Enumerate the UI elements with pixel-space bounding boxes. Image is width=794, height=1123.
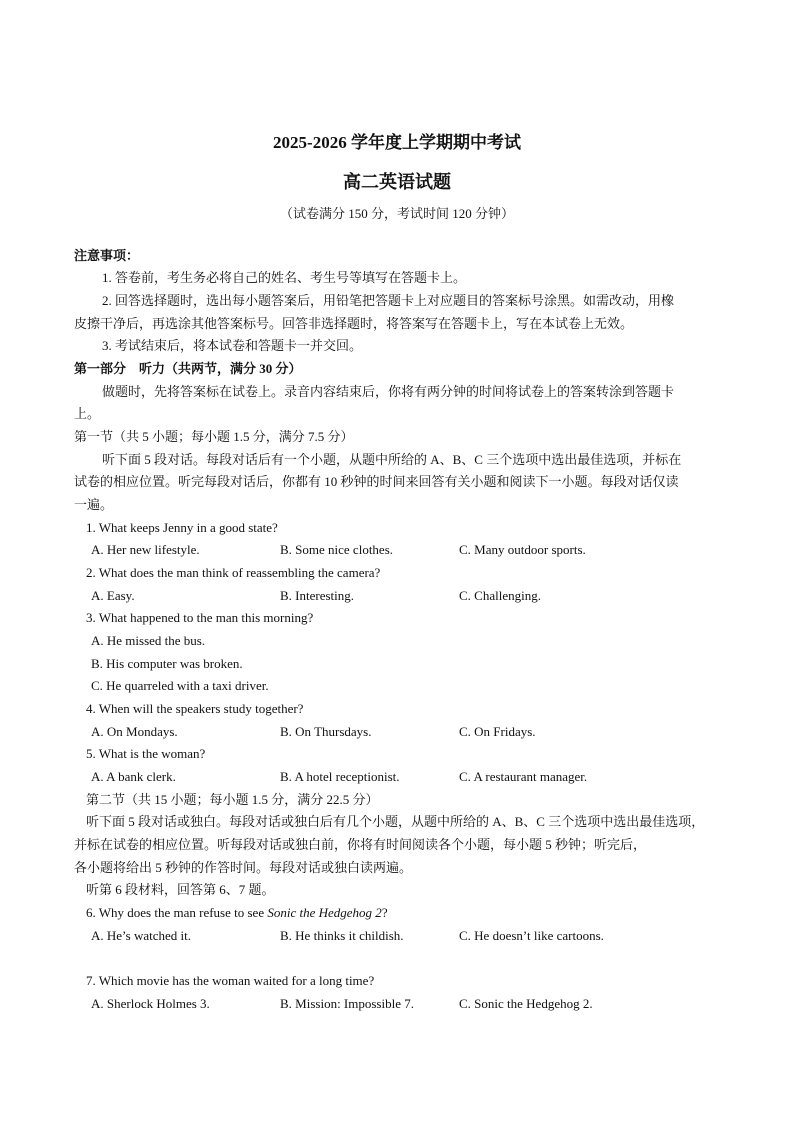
notice-item-2-line-2: 皮擦干净后，再选涂其他答案标号。回答非选择题时，将答案写在答题卡上，写在本试卷上无效。 — [74, 316, 634, 331]
material-6-heading: 听第 6 段材料，回答第 6、7 题。 — [86, 882, 275, 897]
question-3-option-c: C. He quarreled with a taxi driver. — [91, 678, 269, 693]
part1-heading: 第一部分 听力（共两节，满分 30 分） — [74, 361, 302, 376]
question-4-option-a: A. On Mondays. — [91, 724, 178, 739]
question-6-option-b: B. He thinks it childish. — [280, 928, 404, 943]
question-4-option-b: B. On Thursdays. — [280, 724, 372, 739]
exam-subject: 高二英语试题 — [343, 172, 451, 192]
question-2-option-b: B. Interesting. — [280, 588, 355, 603]
notice-item-1: 1. 答卷前，考生务必将自己的姓名、考生号等填写在答题卡上。 — [102, 270, 467, 285]
question-1-option-b: B. Some nice clothes. — [280, 542, 394, 557]
question-2-option-a: A. Easy. — [91, 588, 135, 603]
question-4-option-c: C. On Fridays. — [459, 724, 536, 739]
question-7-option-c: C. Sonic the Hedgehog 2. — [459, 996, 593, 1011]
section2-intro-line-2: 并标在试卷的相应位置。听每段对话或独白前，你将有时间阅读各个小题，每小题 5 秒钟；听完后， — [74, 837, 647, 852]
notice-item-2-line-1: 2. 回答选择题时，选出每小题答案后，用铅笔把答题卡上对应题目的答案标号涂黑。如需改动，用橡 — [102, 293, 675, 308]
question-3-option-b: B. His computer was broken. — [91, 656, 243, 671]
part1-intro-line-2: 上。 — [74, 406, 101, 421]
question-5-stem: 5. What is the woman? — [86, 746, 206, 761]
section2-intro-line-1: 听下面 5 段对话或独白。每段对话或独白后有几个小题，从题中所给的 A、B、C 三个选项中选出最佳选项， — [86, 814, 705, 829]
question-1-stem: 1. What keeps Jenny in a good state? — [86, 520, 278, 535]
section1-intro-line-1: 听下面 5 段对话。每段对话后有一个小题，从题中所给的 A、B、C 三个选项中选出最佳选项，并标在 — [102, 452, 682, 467]
exam-time-note: （试卷满分 150 分，考试时间 120 分钟） — [279, 206, 514, 221]
section1-intro-line-2: 试卷的相应位置。听完每段对话后，你都有 10 秒钟的时间来回答有关小题和阅读下一小题。每段对话仅读 — [74, 474, 679, 489]
question-7-option-a: A. Sherlock Holmes 3. — [91, 996, 210, 1011]
question-1-option-a: A. Her new lifestyle. — [91, 542, 200, 557]
section1-intro-line-3: 一遍。 — [74, 497, 114, 512]
notice-heading: 注意事项： — [74, 248, 140, 263]
question-5-option-c: C. A restaurant manager. — [459, 769, 588, 784]
section2-heading: 第二节（共 15 小题；每小题 1.5 分，满分 22.5 分） — [86, 792, 379, 807]
notice-item-3: 3. 考试结束后，将本试卷和答题卡一并交回。 — [102, 338, 363, 353]
question-7-option-b: B. Mission: Impossible 7. — [280, 996, 414, 1011]
question-5-option-a: A. A bank clerk. — [91, 769, 176, 784]
question-6-stem-end: ? — [381, 905, 388, 920]
question-2-stem: 2. What does the man think of reassembling the camera? — [86, 565, 381, 580]
question-6-option-c: C. He doesn’t like cartoons. — [459, 928, 604, 943]
question-4-stem: 4. When will the speakers study together? — [86, 701, 304, 716]
question-3-option-a: A. He missed the bus. — [91, 633, 206, 648]
question-5-option-b: B. A hotel receptionist. — [280, 769, 400, 784]
question-6-movie-title: Sonic the Hedgehog 2 — [267, 905, 382, 920]
question-1-option-c: C. Many outdoor sports. — [459, 542, 586, 557]
question-6-stem-text: 6. Why does the man refuse to see — [86, 905, 268, 920]
part1-intro-line-1: 做题时，先将答案标在试卷上。录音内容结束后，你将有两分钟的时间将试卷上的答案转涂到答题卡 — [102, 384, 675, 399]
section1-heading: 第一节（共 5 小题；每小题 1.5 分，满分 7.5 分） — [74, 429, 354, 444]
question-6-stem — [86, 905, 388, 921]
exam-title: 2025-2026 学年度上学期期中考试 — [273, 133, 521, 152]
question-7-stem: 7. Which movie has the woman waited for a long time? — [86, 973, 375, 988]
question-3-stem: 3. What happened to the man this morning? — [86, 610, 314, 625]
section2-intro-line-3: 各小题将给出 5 秒钟的作答时间。每段对话或独白读两遍。 — [74, 860, 413, 875]
question-2-option-c: C. Challenging. — [459, 588, 541, 603]
question-6-option-a: A. He’s watched it. — [91, 928, 192, 943]
